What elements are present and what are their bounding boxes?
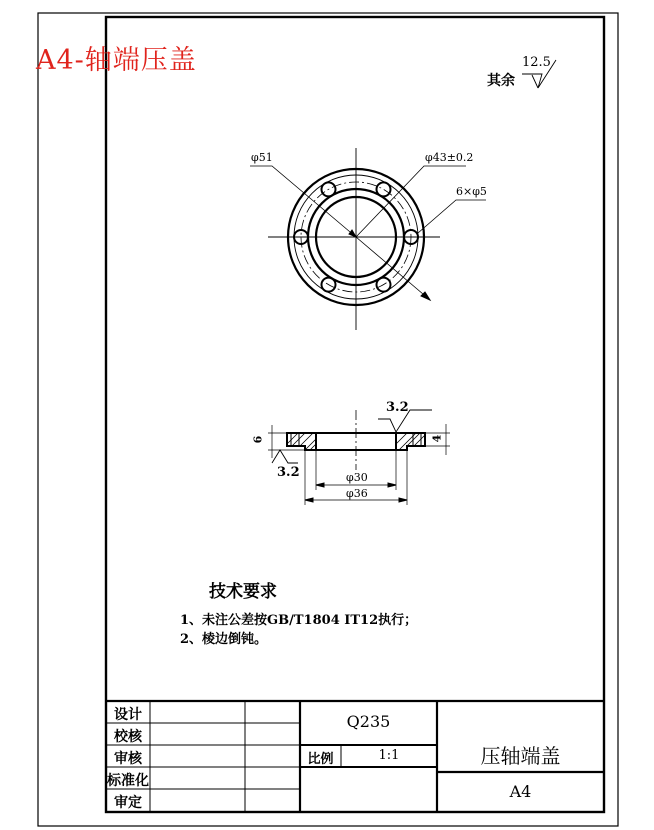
roughness-general-label: 其余 bbox=[487, 73, 515, 89]
inner-frame bbox=[106, 17, 604, 812]
inner-diameter-label: φ30 bbox=[346, 471, 368, 484]
tech-requirement-item: 1、未注公差按GB/T1804 IT12执行； bbox=[180, 613, 418, 628]
sheet-header-title: A4-轴端压盖 bbox=[36, 45, 197, 76]
role-reviewer: 审核 bbox=[114, 751, 142, 767]
roughness-general-value: 12.5 bbox=[522, 55, 551, 70]
roughness-symbol-bottom bbox=[272, 450, 298, 463]
hole-section-left bbox=[291, 433, 299, 446]
role-approver: 审定 bbox=[114, 795, 142, 811]
spigot-diameter-label: φ36 bbox=[346, 487, 368, 500]
outer-diameter-label: φ51 bbox=[251, 151, 273, 164]
height-left-label: 6 bbox=[251, 435, 265, 444]
roughness-top-label: 3.2 bbox=[386, 400, 409, 415]
arrow-head bbox=[349, 230, 356, 237]
scale-value: 1:1 bbox=[378, 748, 400, 763]
tech-requirement-item: 2、棱边倒钝。 bbox=[180, 632, 268, 647]
leader-holes bbox=[418, 200, 486, 233]
top-view bbox=[250, 148, 486, 330]
tech-requirements-title: 技术要求 bbox=[209, 582, 277, 602]
bolt-hole bbox=[377, 182, 391, 196]
role-standardization: 标准化 bbox=[107, 773, 149, 789]
sheet-size: A4 bbox=[509, 782, 532, 801]
scale-label: 比例 bbox=[307, 752, 334, 767]
role-checker: 校核 bbox=[114, 729, 142, 745]
part-name: 压轴端盖 bbox=[480, 744, 561, 768]
holes-label: 6×φ5 bbox=[456, 185, 487, 198]
height-right-label: 4 bbox=[430, 434, 444, 443]
roughness-bottom-label: 3.2 bbox=[277, 465, 300, 480]
bolt-circle-label: φ43±0.2 bbox=[425, 151, 474, 164]
material-label: Q235 bbox=[346, 712, 391, 731]
role-designer: 设计 bbox=[114, 707, 142, 723]
